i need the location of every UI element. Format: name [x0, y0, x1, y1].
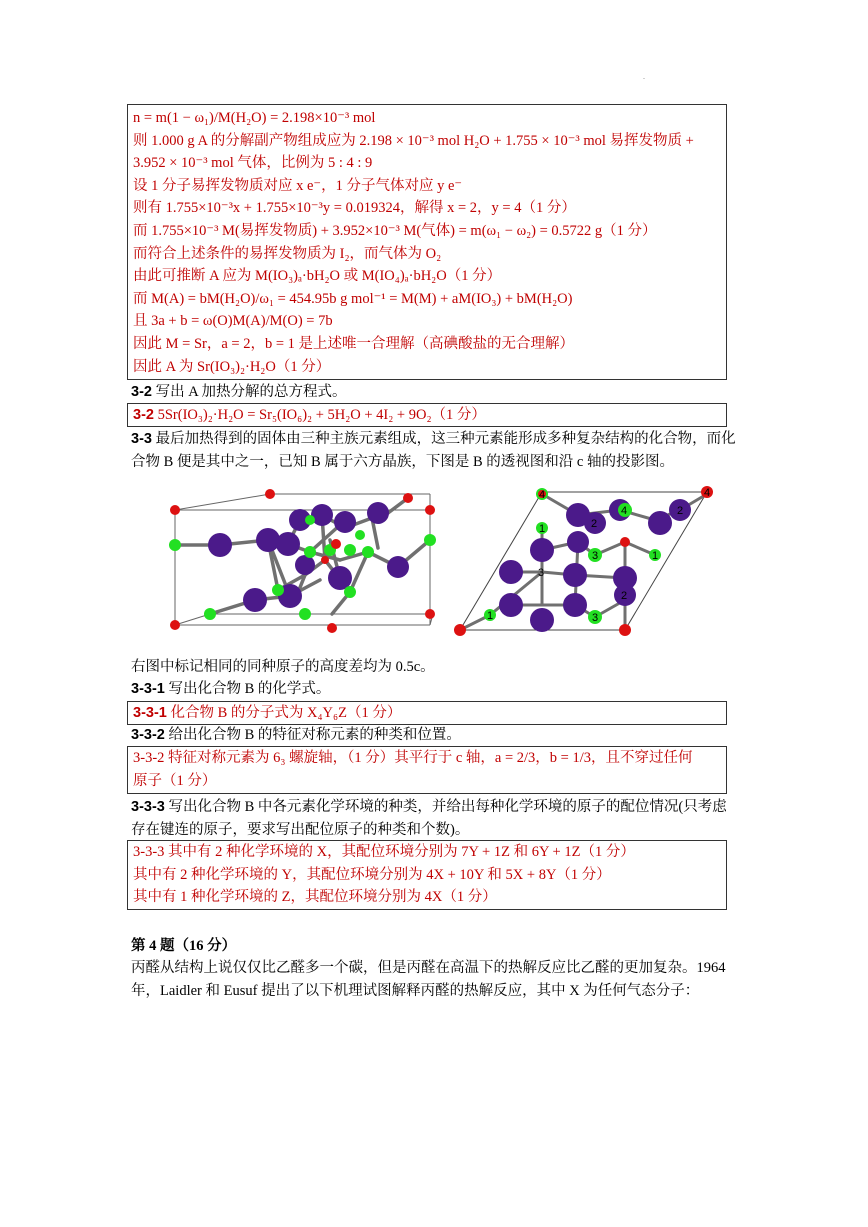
question-number: 3-3-1 — [131, 681, 165, 697]
atom-label: 2 — [621, 590, 628, 602]
question-text: 写出化合物 B 中各元素化学环境的种类，并给出每种化学环境的原子的配位情况(只考虑存在键连的原子，要求写出配位原子的种类和个数)。 — [131, 799, 727, 838]
question-3-3-2 — [131, 724, 461, 747]
answer-line: 3-3-3 其中有 2 种化学环境的 X，其配位环境分别为 7Y + 1Z 和 6Y + 1Z（1 分） — [133, 844, 635, 860]
page-mark: . — [643, 72, 645, 81]
atom-label: 2 — [591, 518, 598, 530]
question-text: 给出化合物 B 的特征对称元素的种类和位置。 — [168, 727, 461, 743]
projection-view — [454, 486, 713, 636]
atom-label: 1 — [652, 550, 659, 562]
question-3-2 — [131, 381, 347, 404]
answer-line: 设 1 分子易挥发物质对应 x e⁻，1 分子气体对应 y e⁻ — [133, 177, 463, 194]
question-number: 3-2 — [131, 384, 152, 400]
answer-line: 其中有 1 种化学环境的 Z，其配位环境分别为 4X（1 分） — [133, 889, 497, 906]
question-number: 3-3-2 — [131, 727, 165, 743]
figure-note: 右图中标记相同的同种原子的高度差均为 0.5c。 — [131, 659, 435, 675]
answer-line: 且 3a + b = ω(O)M(A)/M(O) = 7b — [133, 313, 333, 330]
crystal-figures — [150, 480, 740, 650]
question-number: 3-3-3 — [131, 799, 165, 815]
answer-line: 而符合上述条件的易挥发物质为 I₂，而气体为 O₂ — [133, 245, 442, 262]
answer-line: 而 1.755×10⁻³ M(易挥发物质) + 3.952×10⁻³ M(气体) = m(ω₁ − ω₂) = 0.5722 g（1 分） — [133, 222, 657, 239]
question-4-text: 丙醛从结构上说仅仅比乙醛多一个碳，但是丙醛在高温下的热解反应比乙醛的更加复杂。1964 年，Laidler 和 Eusuf 提出了以下机理试图解释丙醛的热解反应，其中 X 为任何气态分子： — [131, 960, 726, 999]
atom-label: 3 — [592, 612, 599, 624]
question-3-3-3 — [131, 796, 736, 841]
atom-label: 4 — [704, 487, 711, 499]
atom-label: 1 — [487, 610, 494, 622]
answer-line: 因此 A 为 Sr(IO₃)₂·H₂O（1 分） — [133, 358, 331, 375]
answer-box-3-2 — [127, 403, 727, 427]
answer-line: n = m(1 − ω₁)/M(H₂O) = 2.198×10⁻³ mol — [133, 110, 376, 126]
atom-label: 3 — [538, 567, 545, 579]
answer-line: 因此 M = Sr，a = 2，b = 1 是上述唯一合理解（高碘酸盐的无合理解） — [133, 335, 575, 352]
answer-number: 3-2 — [133, 407, 154, 423]
answer-text: 化合物 B 的分子式为 X₄Y₆Z（1 分） — [170, 705, 402, 721]
question-3-3-1 — [131, 678, 330, 701]
question-text: 最后加热得到的固体由三种主族元素组成，这三种元素能形成多种复杂结构的化合物，而化合物 B 便是其中之一，已知 B 属于六方晶族，下图是 B 的透视图和沿 c 轴的投影图。 — [131, 431, 736, 470]
question-3-3 — [131, 428, 736, 473]
answer-text: 5Sr(IO₃)₂·H₂O = Sr₅(IO₆)₂ + 5H₂O + 4I₂ + 9O₂（1 分） — [157, 407, 486, 423]
answer-line: 3.952 × 10⁻³ mol 气体，比例为 5 : 4 : 9 — [133, 155, 373, 172]
answer-line: 则 1.000 g A 的分解副产物组成应为 2.198 × 10⁻³ mol H₂O + 1.755 × 10⁻³ mol 易挥发物质 + — [133, 132, 694, 149]
atom-label: 3 — [592, 550, 599, 562]
perspective-view — [169, 489, 436, 633]
answer-line: 原子（1 分） — [133, 772, 217, 789]
answer-line: 则有 1.755×10⁻³x + 1.755×10⁻³y = 0.019324，解得 x = 2，y = 4（1 分） — [133, 200, 576, 217]
answer-box-3-3-3 — [127, 840, 727, 910]
atom-label: 4 — [621, 505, 628, 517]
answer-box-3-3-2 — [127, 746, 727, 794]
atom-label: 1 — [539, 523, 546, 535]
answer-line: 其中有 2 种化学环境的 Y，其配位环境分别为 4X + 10Y 和 5X + 8Y（1 分） — [133, 866, 611, 883]
question-text: 写出化合物 B 的化学式。 — [168, 681, 331, 697]
answer-line: 3-3-2 特征对称元素为 6₃ 螺旋轴，（1 分）其平行于 c 轴，a = 2/3，b = 1/3，且不穿过任何 — [133, 750, 693, 766]
atom-label: 4 — [539, 489, 546, 501]
atom-label: 2 — [677, 505, 684, 517]
answer-line: 而 M(A) = bM(H₂O)/ω₁ = 454.95b g mol⁻¹ = M(M) + aM(IO₃) + bM(H₂O) — [133, 290, 573, 307]
answer-line: 由此可推断 A 应为 M(IO₃)ₐ·bH₂O 或 M(IO₄)ₐ·bH₂O（1 分） — [133, 268, 502, 285]
question-number: 3-3 — [131, 431, 152, 447]
answer-box-3-1 — [127, 104, 727, 380]
question-text: 写出 A 加热分解的总方程式。 — [155, 384, 347, 400]
question-4-title: 第 4 题（16 分） — [131, 938, 237, 954]
answer-number: 3-3-1 — [133, 705, 167, 721]
answer-box-3-3-1 — [127, 701, 727, 725]
